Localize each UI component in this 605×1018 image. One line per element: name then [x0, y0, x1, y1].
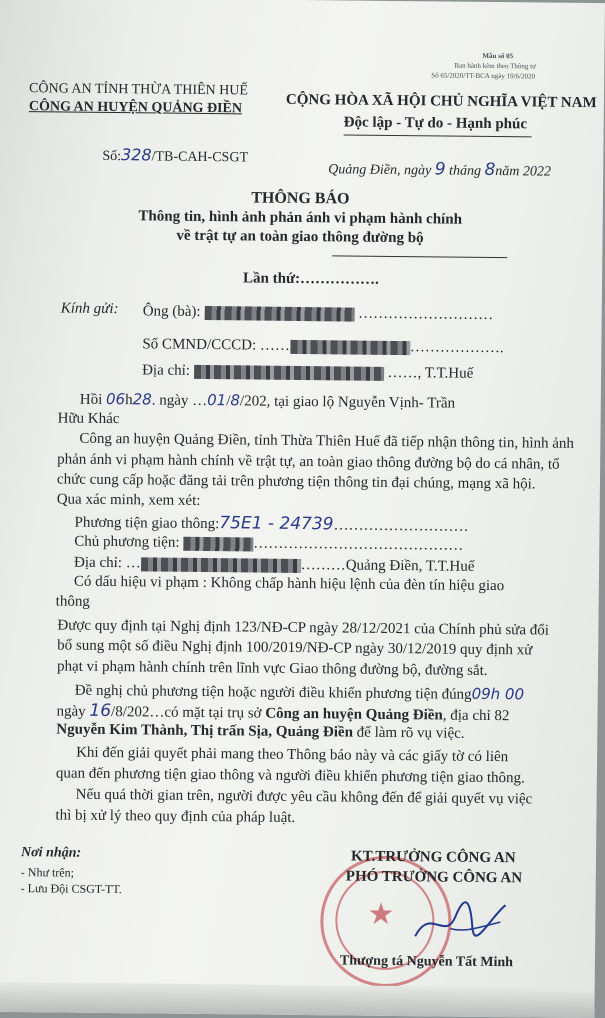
para3-address: Nguyễn Kim Thành, Thị trấn Sịa, Quảng Điền: [56, 721, 354, 741]
vehicle-plate-value: 75E1 - 24739: [219, 513, 334, 535]
redacted-owner-address: [141, 557, 301, 573]
recipient-address-tail: ……, T.T.Huế: [387, 364, 474, 382]
recipients-label: Nơi nhận:: [20, 845, 82, 861]
para3-line2: ngày 16/8/202…có mặt tại trụ sở Công an huyện Quảng Điền, địa chỉ 82: [56, 700, 510, 725]
para2-line1: Được quy định tại Nghị định 123/NĐ-CP ngày 28/12/2021 của Chính phủ sửa đổi: [57, 617, 550, 639]
time-h: h: [125, 392, 133, 409]
para3-day: 16: [89, 700, 112, 722]
recipient-name-label: Ông (bà):: [142, 303, 201, 320]
doc-number-prefix: Số:: [102, 148, 122, 165]
recipient-address: [142, 362, 473, 382]
signature-title-1: KT.TRƯỞNG CÔNG AN: [350, 848, 516, 867]
para2-line2: bổ sung một số điều Nghị định 100/2019/NĐ-CP ngày 30/12/2019 quy định xử: [57, 637, 533, 659]
recipient-1: - Như trên;: [20, 865, 75, 880]
recipient-address-label: Địa chỉ:: [142, 362, 191, 379]
para3-month: 8: [115, 704, 123, 721]
seal-star-icon: ★: [367, 897, 395, 932]
date-year: năm 2022: [495, 164, 552, 180]
redacted-owner: [183, 536, 253, 551]
violation-time: Hồi 06h28. ngày …01/8/202, tại giao lộ Nguyễn Vịnh- Trần: [79, 389, 456, 412]
signer-name: Thượng tá Nguyễn Tất Minh: [339, 953, 514, 971]
para3-presence: có mặt tại trụ sở: [164, 704, 262, 722]
violation-month: 8: [230, 391, 241, 410]
issue-date: [328, 158, 551, 180]
time-hour: 06: [105, 389, 126, 409]
title-underline: [332, 255, 507, 258]
page-bottom-shadow: [0, 982, 595, 1018]
para1-line3: chức cung cấp hoặc đăng tải trên phương tiện thông tin đại chúng, mạng xã hội.: [56, 471, 536, 493]
violation-sign-line1: Có dấu hiệu vi phạm : Không chấp hành hiệu lệnh của đèn tín hiệu giao: [73, 573, 505, 595]
signature-title-2: PHÓ TRƯỞNG CÔNG AN: [345, 868, 523, 887]
form-number: Mẫu số 05: [482, 51, 514, 61]
date-month: 8: [484, 159, 496, 181]
recipient-id-label: Số CMND/CCCD:: [142, 336, 257, 354]
vehicle-plate-label: Phương tiện giao thông:: [74, 514, 220, 533]
para3-office: Công an huyện Quảng Điền: [265, 705, 443, 724]
national-motto: Độc lập - Tự do - Hạnh phúc: [343, 114, 528, 133]
doc-number: [102, 145, 248, 167]
form-issued-by: Ban hành kèm theo Thông tư: [454, 61, 536, 71]
para3-address-start: , địa chỉ 82: [442, 707, 510, 725]
para3-line3: [56, 721, 464, 742]
handwritten-signature: [410, 896, 511, 952]
date-label: Quảng Điền, ngày: [328, 162, 432, 179]
redacted-address: [194, 364, 384, 380]
doc-subtitle-2: về trật tự an toàn giao thông đường bộ: [176, 227, 424, 247]
vehicle-owner: Chủ phương tiện: ……………………………………: [74, 533, 464, 554]
date-month-label: tháng: [449, 163, 482, 179]
para4-line2: quan đến phương tiện giao thông và người điều khiển phương tiện giao thông.: [55, 765, 525, 787]
time-label: Hồi: [79, 391, 103, 408]
violation-year: /202: [239, 393, 267, 410]
violation-place: , tại giao lộ Nguyễn Vịnh- Trần: [266, 393, 456, 412]
vehicle-plate: Phương tiện giao thông:75E1 - 24739………………………: [74, 513, 469, 535]
owner-address-label: Địa chỉ:: [74, 554, 123, 572]
para1-line1: Công an huyện Quảng Điền, tỉnh Thừa Thiên Huế đã tiếp nhận thông tin, hình ảnh: [79, 430, 575, 452]
doc-number-suffix: /TB-CAH-CSGT: [151, 149, 249, 166]
date-label-2: ngày: [159, 392, 189, 409]
violation-day: 01: [207, 391, 227, 410]
attempt-number: Lần thứ:…………….: [242, 270, 379, 288]
para3-text: Đề nghị chủ phương tiện hoặc người điều khiển phương tiện đúng: [74, 682, 472, 703]
date-day: 9: [434, 159, 446, 180]
recipient-2: - Lưu Đội CSGT-TT.: [20, 881, 122, 897]
doc-number-hand: 328: [120, 145, 152, 165]
para5-line1: Nếu quá thời gian trên, người được yêu cầu không đến để giải quyết vụ việc: [75, 786, 533, 808]
para3-date-label: ngày: [56, 703, 86, 720]
org-district: CÔNG AN HUYỆN QUẢNG ĐIỀN: [28, 99, 243, 117]
recipient-name: Ông (bà): ………………………: [142, 303, 494, 324]
recipient-label: Kính gửi:: [60, 300, 119, 318]
recipient-id: Số CMND/CCCD: …… ……………….: [142, 336, 504, 357]
owner-address: Địa chỉ: … ………Quảng Điền, T.T.Huế: [74, 554, 475, 575]
violation-place-cont: Hữu Khác: [57, 410, 120, 428]
para3-purpose: để làm rõ vụ việc.: [356, 724, 465, 742]
doc-subtitle-1: Thông tin, hình ảnh phản ánh vi phạm hành chính: [138, 208, 463, 228]
national-title: CỘNG HÒA XÃ HỘI CHỦ NGHĨA VIỆT NAM: [285, 91, 597, 112]
para5-line2: thì bị xử lý theo quy định của pháp luật.: [55, 807, 296, 826]
para1-line4: Qua xác minh, xem xét:: [56, 491, 201, 509]
para2-line3: phạt vi phạm hành chính trên lĩnh vực Giao thông đường bộ, đường sắt.: [56, 658, 488, 679]
violation-sign-line2: thông: [55, 593, 90, 610]
para4-line1: Khi đến giải quyết phải mang theo Thông báo này và các giấy tờ có liên: [76, 744, 509, 766]
motto-underline: [344, 134, 532, 137]
redacted-name: [204, 306, 354, 322]
redacted-id: [290, 339, 410, 354]
vehicle-owner-label: Chủ phương tiện:: [74, 533, 180, 551]
para3-time: 09h 00: [471, 684, 525, 704]
time-minute: 28: [132, 390, 152, 409]
owner-address-tail: …Quảng Điền, T.T.Huế: [330, 557, 475, 575]
doc-title: THÔNG BÁO: [251, 189, 350, 208]
org-province: CÔNG AN TỈNH THỪA THIÊN HUẾ: [28, 81, 249, 99]
para3-year: /202: [122, 704, 150, 721]
para1-line2: phản ánh vi phạm hành chính về trật tự, an toàn giao thông đường bộ do cá nhân, tổ: [57, 451, 560, 473]
form-circular: Số 65/2020/TT-BCA ngày 19/6/2020: [431, 71, 536, 81]
